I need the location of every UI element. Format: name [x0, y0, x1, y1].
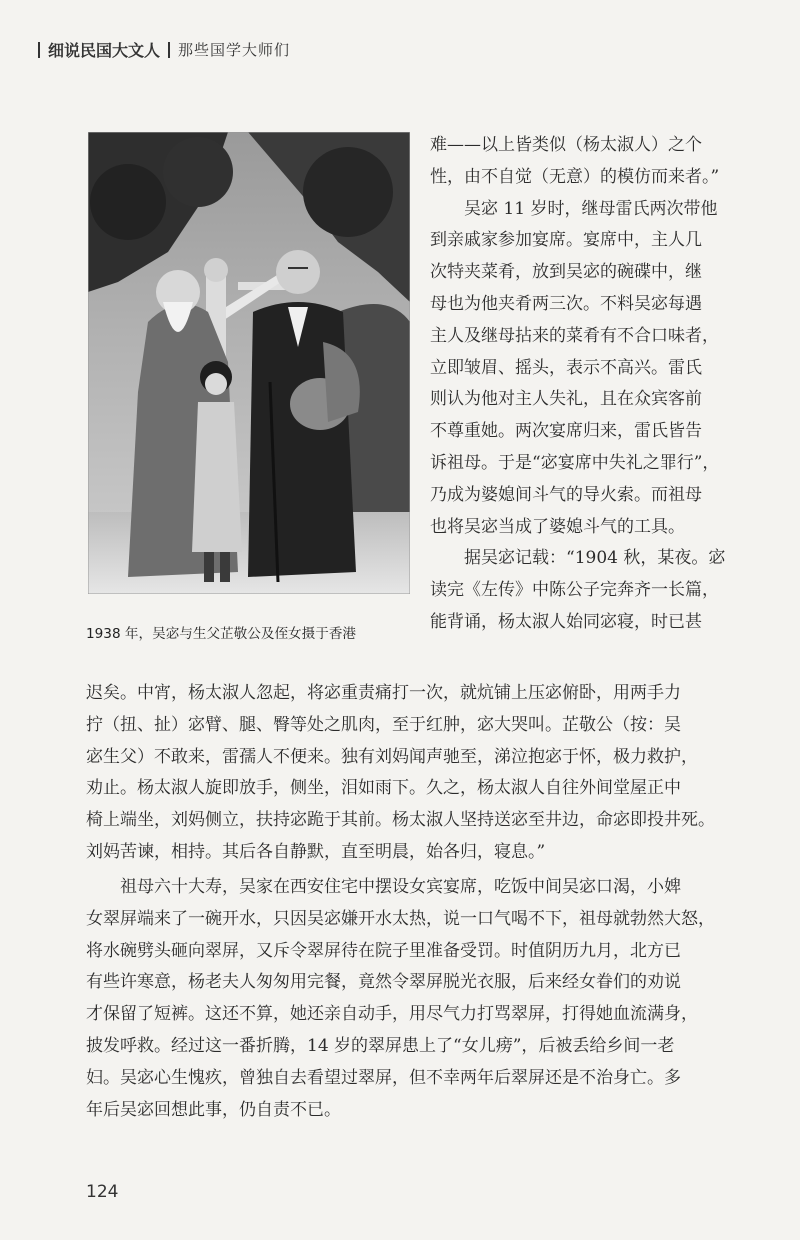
- text-line: 妇。吴宓心生愧疚，曾独自去看望过翠屏，但不幸两年后翠屏还是不治身亡。多: [86, 1067, 681, 1088]
- text-line: 不尊重她。两次宴席归来，雷氏皆告: [430, 421, 702, 442]
- text-line: 性，由不自觉（无意）的模仿而来者。”: [430, 166, 720, 187]
- text-line: 据吴宓记载：“1904 秋，某夜。宓: [430, 548, 726, 569]
- text-line: 女翠屏端来了一碗开水，只因吴宓嫌开水太热，说一口气喝不下，祖母就勃然大怒，: [86, 908, 715, 929]
- text-line: 拧（扭、扯）宓臂、腿、臀等处之肌肉，至于红肿，宓大哭叫。芷敬公（按：吴: [86, 714, 681, 735]
- text-line: 披发呼救。经过这一番折腾，14 岁的翠屏患上了“女儿痨”，后被丢给乡间一老: [86, 1035, 675, 1056]
- text-line: 立即皱眉、摇头，表示不高兴。雷氏: [430, 357, 702, 378]
- text-line: 吴宓 11 岁时，继母雷氏两次带他: [430, 198, 718, 219]
- text-line: 乃成为婆媳间斗气的导火索。而祖母: [430, 484, 702, 505]
- page-number: 124: [86, 1182, 119, 1202]
- text-line: 劝止。杨太淑人旋即放手，侧坐，泪如雨下。久之，杨太淑人自往外间堂屋正中: [86, 778, 681, 799]
- text-line: 读完《左传》中陈公子完奔齐一长篇，: [430, 580, 719, 601]
- body-paragraph-2: [86, 872, 758, 1126]
- header-divider: [38, 42, 40, 58]
- text-line: 则认为他对主人失礼，且在众宾客前: [430, 389, 702, 410]
- text-line: 难——以上皆类似（杨太淑人）之个: [430, 135, 702, 155]
- text-line: 母也为他夹肴两三次。不料吴宓每遇: [430, 293, 702, 314]
- body-paragraph-1: [86, 678, 758, 869]
- right-column-text: [430, 130, 760, 639]
- text-line: 到亲戚家参加宴席。宴席中，主人几: [430, 230, 702, 251]
- header-divider: [168, 42, 170, 58]
- text-line: 有些许寒意，杨老夫人匆匆用完餐，竟然令翠屏脱光衣服，后来经女眷们的劝说: [86, 972, 681, 993]
- text-line: 也将吴宓当成了婆媳斗气的工具。: [430, 516, 685, 537]
- text-line: 宓生父）不敢来，雷孺人不便来。独有刘妈闻声驰至，涕泣抱宓于怀，极力救护，: [86, 746, 698, 767]
- text-line: 才保留了短裤。这还不算，她还亲自动手，用尽气力打骂翠屏，打得她血流满身，: [86, 1004, 698, 1025]
- text-line: 将水碗劈头砸向翠屏，又斥令翠屏待在院子里准备受罚。时值阴历九月，北方已: [86, 940, 681, 961]
- text-line: 迟矣。中宵，杨太淑人忽起，将宓重责痛打一次，就炕铺上压宓俯卧，用两手力: [86, 683, 681, 703]
- text-line: 能背诵，杨太淑人始同宓寝，时已甚: [430, 611, 702, 632]
- text-line: 主人及继母拈来的菜肴有不合口味者，: [430, 325, 719, 346]
- text-line: 次特夹菜肴，放到吴宓的碗碟中，继: [430, 262, 702, 283]
- text-line: 诉祖母。于是“宓宴席中失礼之罪行”，: [430, 452, 720, 473]
- text-line: 刘妈苦谏，相持。其后各自静默，直至明晨，始各归，寝息。”: [86, 841, 546, 862]
- text-line: 椅上端坐，刘妈侧立，扶持宓跪于其前。杨太淑人坚持送宓至井边，命宓即投井死。: [86, 810, 715, 831]
- historical-photo: [88, 132, 410, 594]
- text-line: 祖母六十大寿，吴家在西安住宅中摆设女宾宴席，吃饭中间吴宓口渴，小婢: [86, 877, 681, 897]
- book-title: 细说民国大文人: [48, 41, 161, 60]
- photo-caption: 1938 年，吴宓与生父芷敬公及侄女摄于香港: [86, 626, 357, 642]
- running-header: [38, 38, 290, 61]
- section-title: 那些国学大师们: [178, 41, 291, 59]
- text-line: 年后吴宓回想此事，仍自责不已。: [86, 1099, 341, 1120]
- photo-illustration: [88, 132, 410, 594]
